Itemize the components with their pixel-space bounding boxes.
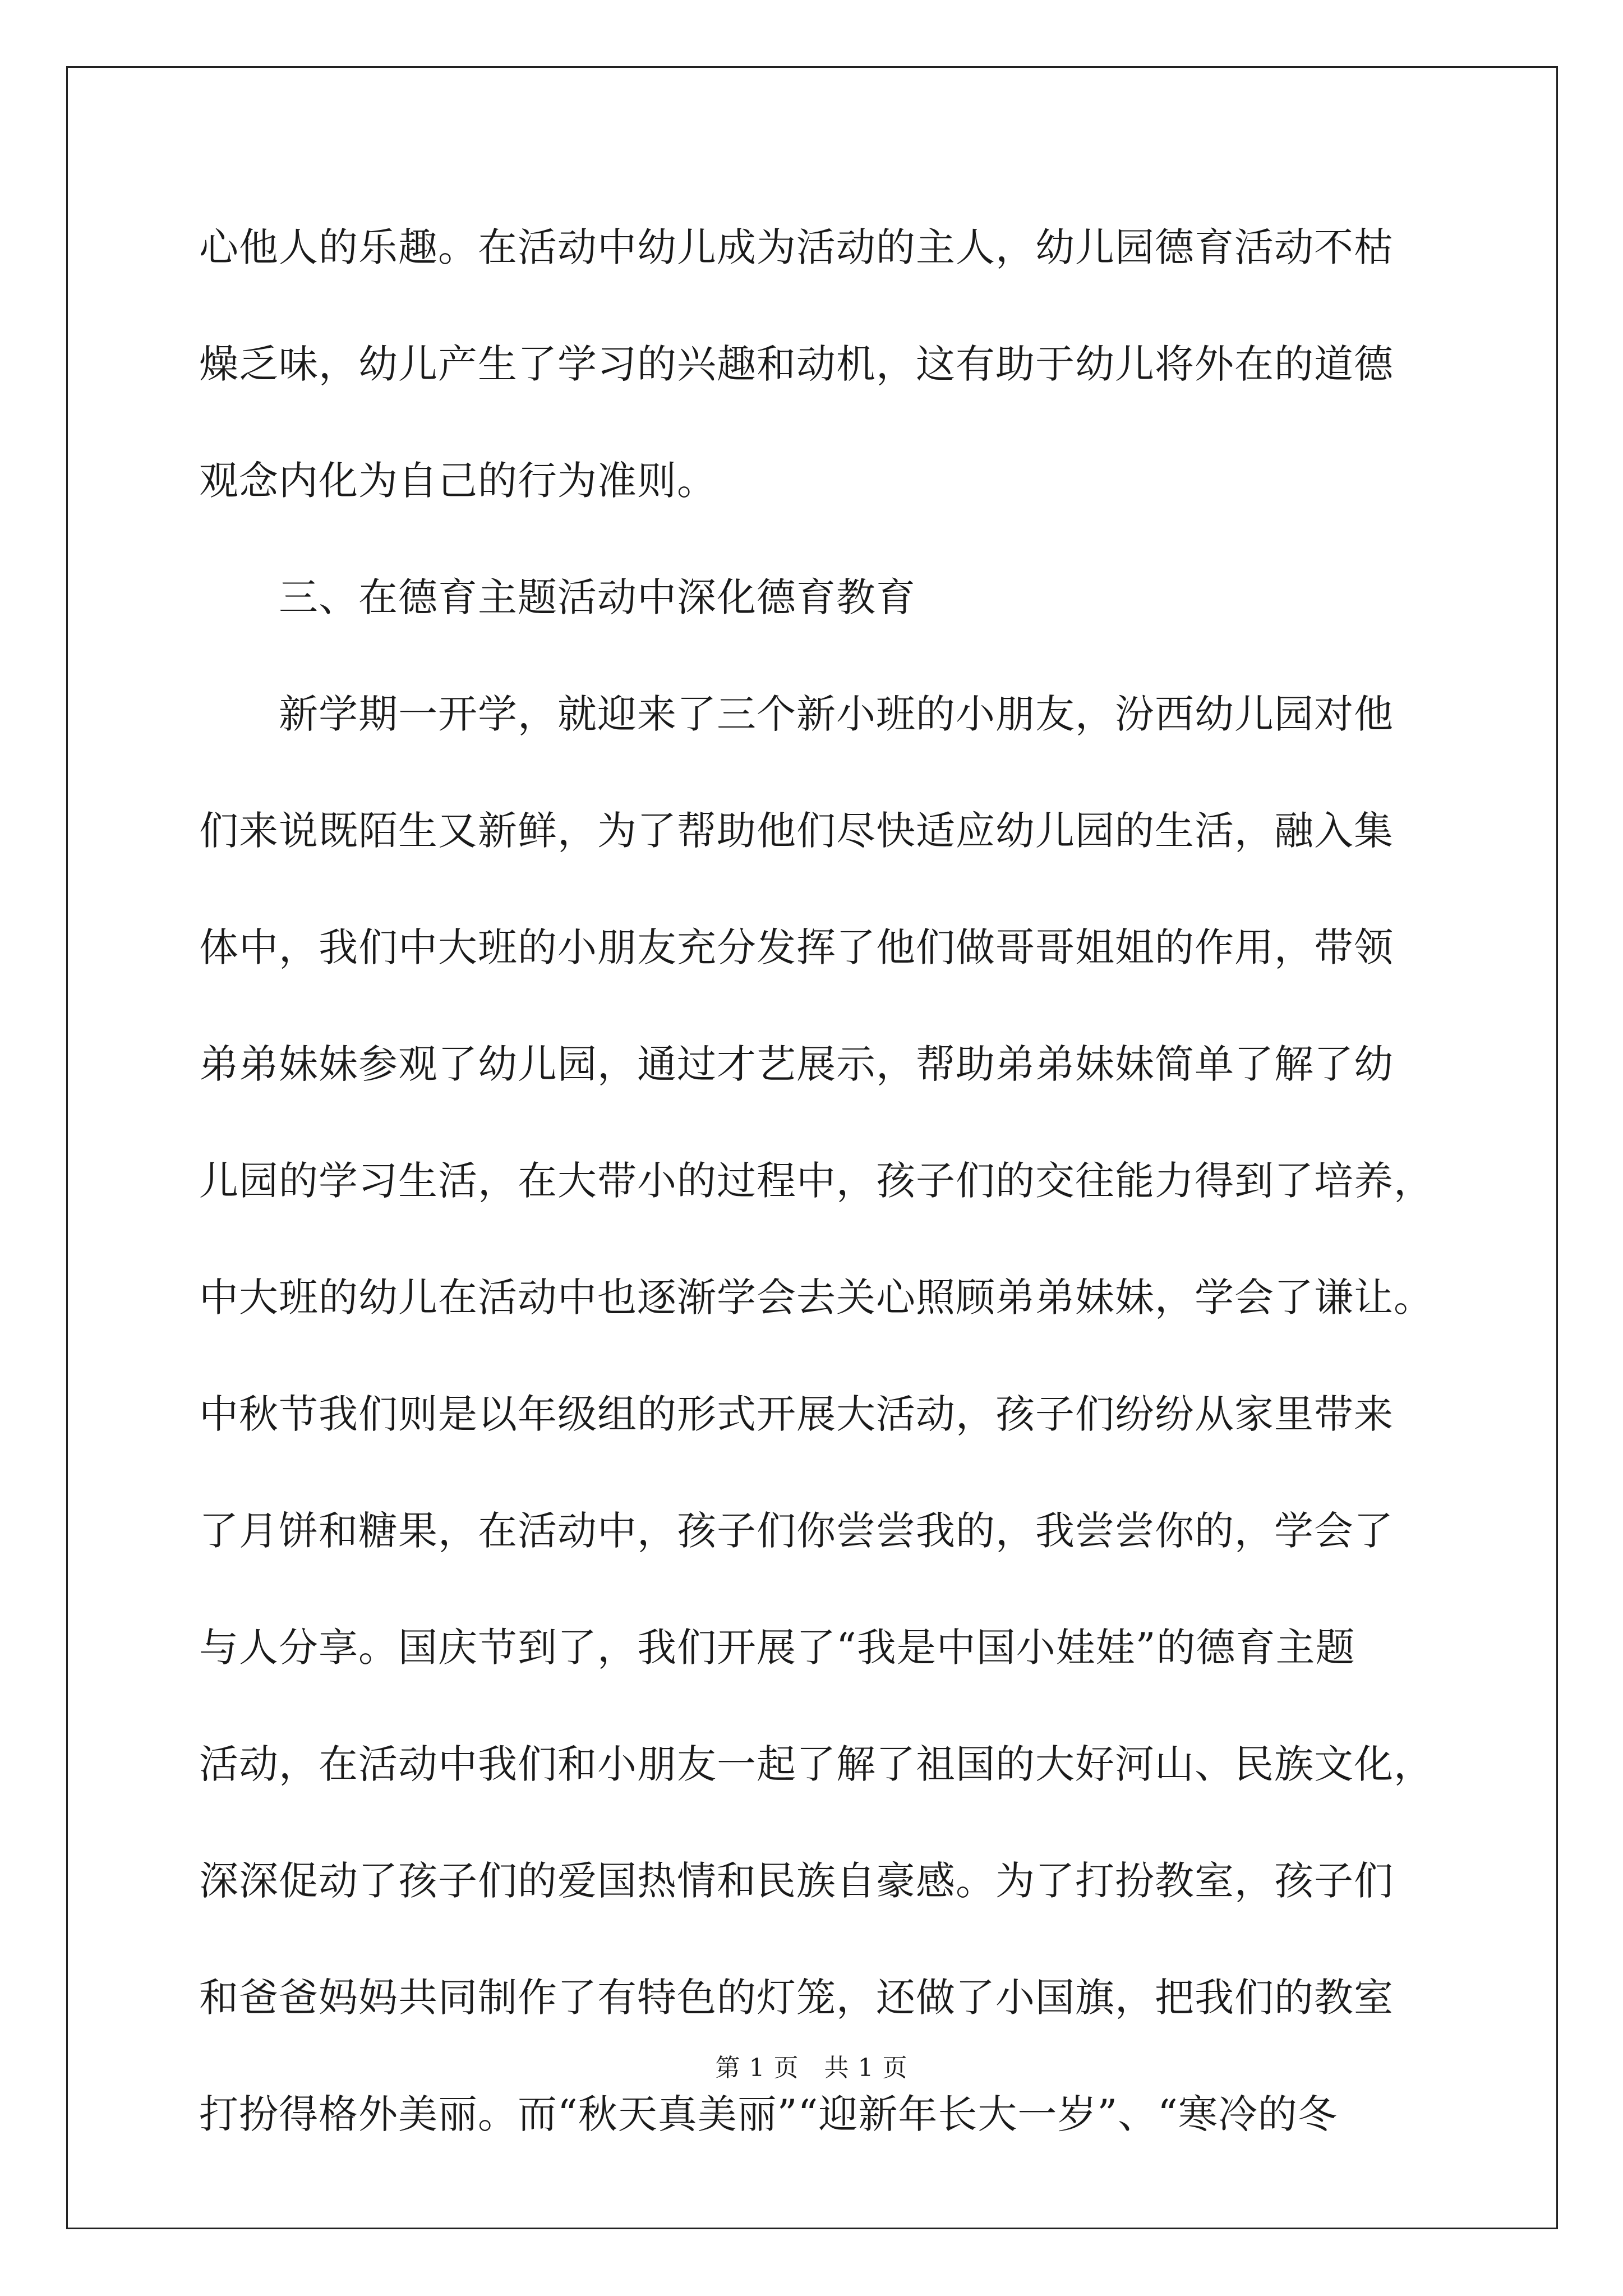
text-line: 打扮得格外美丽。而“秋天真美丽”“迎新年长大一岁”、“寒冷的冬 [199,2091,1338,2137]
text-line: 弟弟妹妹参观了幼儿园，通过才艺展示，帮助弟弟妹妹简单了解了幼 [199,1041,1394,1087]
text-line: 了月饼和糖果，在活动中，孩子们你尝尝我的，我尝尝你的，学会了 [199,1508,1394,1554]
text-line: 体中，我们中大班的小朋友充分发挥了他们做哥哥姐姐的作用，带领 [199,924,1394,970]
text-line: 新学期一开学，就迎来了三个新小班的小朋友，汾西幼儿园对他 [199,691,1394,737]
text-line: 燥乏味，幼儿产生了学习的兴趣和动机，这有助于幼儿将外在的道德 [199,341,1394,387]
text-line: 和爸爸妈妈共同制作了有特色的灯笼，还做了小国旗，把我们的教室 [199,1975,1394,2021]
text-line: 儿园的学习生活，在大带小的过程中，孩子们的交往能力得到了培养， [199,1158,1433,1204]
text-line: 观念内化为自己的行为准则。 [199,458,717,504]
text-line: 活动，在活动中我们和小朋友一起了解了祖国的大好河山、民族文化， [199,1741,1433,1787]
text-line: 与人分享。国庆节到了，我们开展了“我是中国小娃娃”的德育主题 [199,1625,1355,1671]
document-body [199,219,1455,2202]
text-line: 们来说既陌生又新鲜，为了帮助他们尽快适应幼儿园的生活，融入集 [199,808,1394,854]
text-line: 深深促动了孩子们的爱国热情和民族自豪感。为了打扮教室，孩子们 [199,1858,1394,1904]
text-line: 心他人的乐趣。在活动中幼儿成为活动的主人，幼儿园德育活动不枯 [199,224,1394,270]
page-number-footer: 第 1 页 共 1 页 [715,2054,908,2082]
text-line: 中秋节我们则是以年级组的形式开展大活动，孩子们纷纷从家里带来 [199,1391,1394,1437]
section-heading: 三、在德育主题活动中深化德育教育 [199,574,916,620]
text-line: 中大班的幼儿在活动中也逐渐学会去关心照顾弟弟妹妹，学会了谦让。 [199,1274,1433,1320]
